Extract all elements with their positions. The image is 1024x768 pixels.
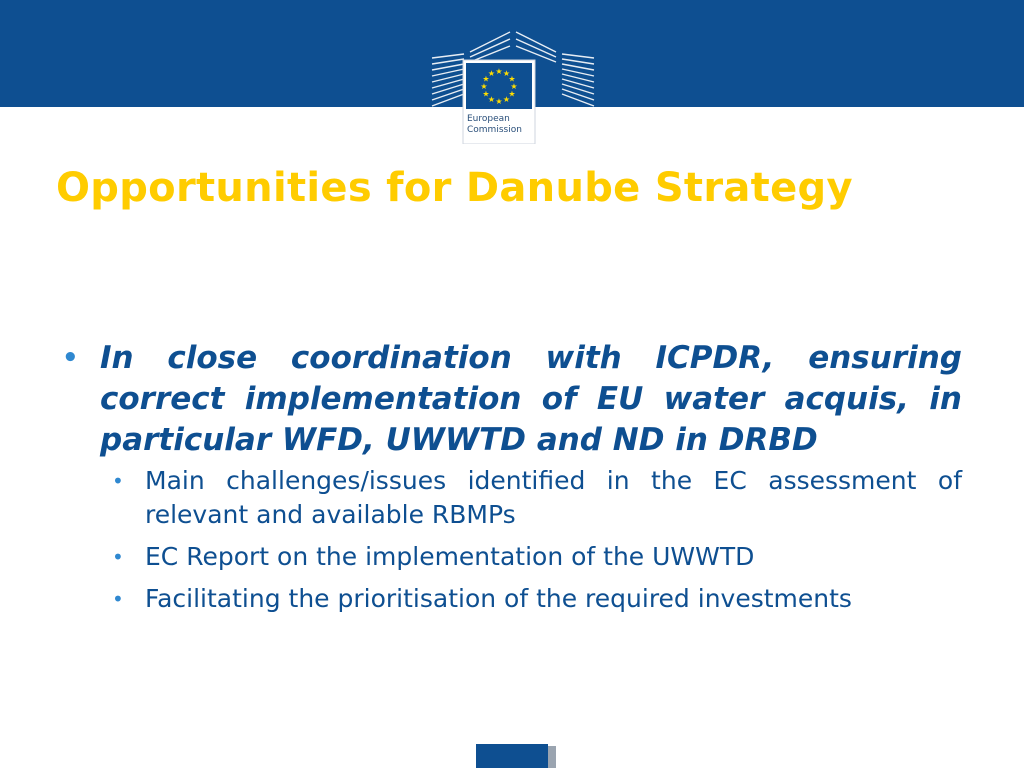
- bullet-dot-icon: •: [112, 545, 124, 569]
- logo-text-line2: Commission: [467, 125, 522, 135]
- bullet-dot-icon: •: [62, 343, 79, 373]
- logo-text-line1: European: [467, 114, 510, 124]
- bullet-dot-icon: •: [112, 469, 124, 493]
- sub-bullet-list: [102, 464, 962, 616]
- bullet-list: [58, 338, 962, 624]
- sub-bullet-item: [102, 582, 962, 616]
- sub-bullet-text: Facilitating the prioritisation of the required investments: [145, 584, 852, 613]
- eu-star-icon: ★: [495, 97, 503, 106]
- eu-star-icon: ★: [482, 89, 490, 99]
- eu-star-icon: ★: [495, 67, 503, 76]
- sub-bullet-item: [102, 464, 962, 532]
- eu-star-icon: ★: [482, 74, 490, 84]
- eu-star-icon: ★: [502, 69, 511, 79]
- sub-bullet-text: Main challenges/issues identified in the EC assessment of relevant and available RBMPs: [145, 466, 962, 529]
- bullet-dot-icon: •: [112, 587, 124, 611]
- bullet-item: [58, 338, 962, 461]
- eu-star-icon: ★: [487, 94, 496, 104]
- eu-star-icon: ★: [480, 82, 488, 91]
- eu-star-icon: ★: [510, 82, 518, 91]
- eu-star-icon: ★: [502, 94, 511, 104]
- eu-star-icon: ★: [487, 69, 496, 79]
- eu-star-icon: ★: [508, 74, 516, 84]
- sub-bullet-text: EC Report on the implementation of the UWWTD: [145, 542, 755, 571]
- sub-bullet-item: [102, 540, 962, 574]
- bullet-text: In close coordination with ICPDR, ensuring correct implementation of EU water acquis, in particular WFD, UWWTD and ND in DRBD: [100, 340, 962, 458]
- slide-title: Opportunities for Danube Strategy: [56, 165, 853, 211]
- eu-star-icon: ★: [508, 89, 516, 99]
- european-commission-logo-icon: [430, 28, 596, 144]
- eu-flag-icon: [476, 744, 556, 768]
